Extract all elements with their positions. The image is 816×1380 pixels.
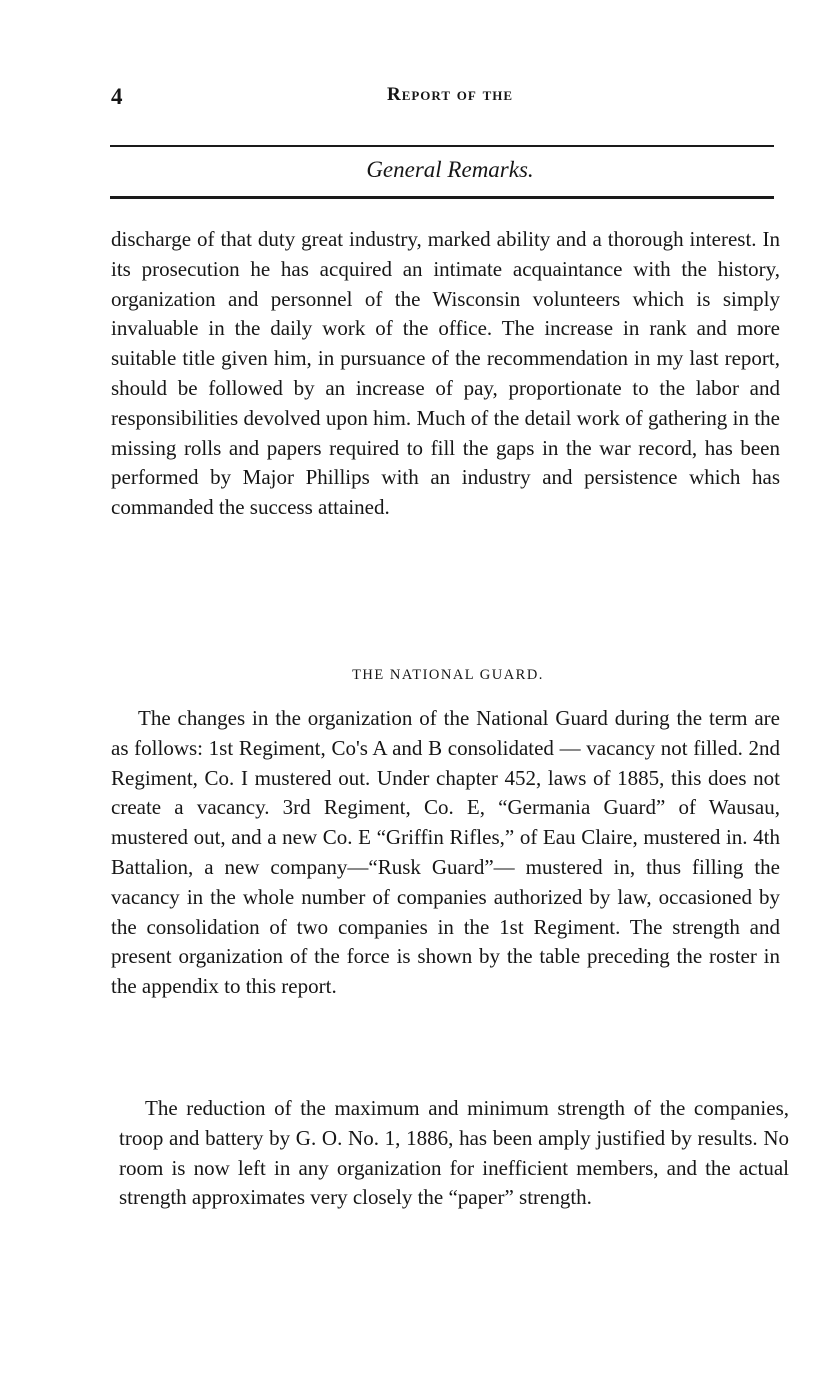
bottom-rule — [110, 196, 774, 199]
paragraph-continued: discharge of that duty great industry, marked ability and a thorough interest. In its prosecution he has acquired an intimate acquaintance with the history, organization and personnel of the Wisconsin volunteers which is simply invaluable in the daily work of the office. The increase in rank and more suitable title given him, in pursuance of the recommendation in my last report, should be followed by an increase of pay, proportionate to the labor and responsibilities devolved upon him. Much of the detail work of gathering in the missing rolls and papers required to fill the gaps in the war record, has been performed by Major Phillips with an industry and persistence which has commanded the success attained. — [111, 227, 780, 520]
running-head: Report of the — [386, 84, 514, 105]
paragraph-organization-changes: The changes in the organization of the National Guard during the term are as follows: 1st Regiment, Co's A and B consolidated — vacancy not filled. 2nd Regiment, Co. I mustered out. Under chapter 452, laws of 1885, this does not create a vacancy. 3rd Regiment, Co. E, “Germania Guard” of Wausau, mustered out, and a new Co. E “Griffin Rifles,” of Eau Claire, mustered in. 4th Battalion, a new company—“Rusk Guard”— mustered in, thus filling the vacancy in the whole number of companies authorized by law, occasioned by the consolidation of two companies in the 1st Regiment. The strength and present organization of the force is shown by the table preceding the roster in the appendix to this report. — [111, 706, 780, 999]
national-guard-heading: THE NATIONAL GUARD. — [352, 667, 544, 683]
paragraph-strength-reduction: The reduction of the maximum and minimum strength of the companies, troop and battery by G. O. No. 1, 1886, has been amply justified by results. No room is now left in any organization for inefficient members, and the actual strength approximates very closely the “paper” strength. — [119, 1096, 789, 1210]
section-title: General Remarks. — [366, 157, 534, 182]
page-number: 4 — [111, 84, 123, 109]
top-rule — [110, 145, 774, 147]
